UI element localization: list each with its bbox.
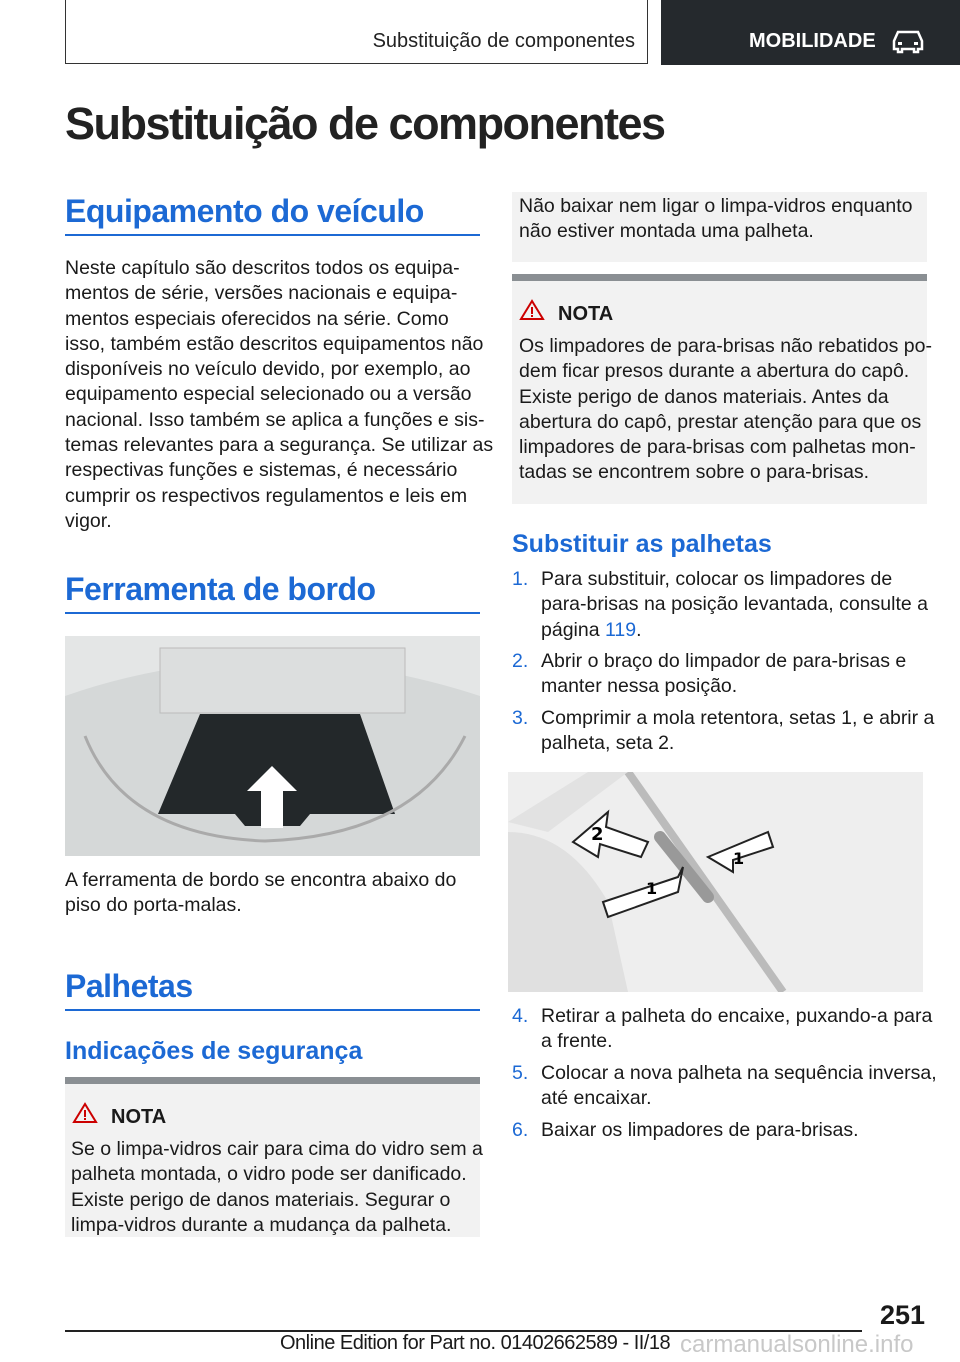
text-line: palheta montada, o vidro pode ser danificado. — [71, 1163, 467, 1186]
text-line: Para substituir, colocar os limpadores de — [541, 568, 893, 590]
text-line: Abrir o braço do limpador de para-brisas e — [541, 650, 907, 672]
note-label: NOTA — [111, 1106, 167, 1128]
text-line: mentos de série, versões nacionais e equipa- — [65, 282, 458, 305]
step-text — [541, 567, 928, 643]
note-label: NOTA — [558, 303, 614, 325]
text-line: Retirar a palheta do encaixe, puxando-a para — [541, 1005, 933, 1027]
trunk-image — [65, 636, 480, 856]
text-line: Existe perigo de danos materiais. Antes da — [519, 385, 889, 408]
text-line: disponíveis no veículo devido, por exemplo, ao — [65, 358, 471, 381]
tool-text — [65, 868, 456, 919]
step-number: 3. — [512, 707, 529, 729]
heading-replace-blades: Substituir as palhetas — [512, 530, 772, 558]
text-line: Não baixar nem ligar o limpa-vidros enquanto — [519, 195, 913, 217]
arrow-label: 1 — [733, 849, 745, 868]
edition-info: Online Edition for Part no. 01402662589 - II/18 — [280, 1332, 671, 1354]
car-icon — [891, 28, 925, 54]
step-number: 4. — [512, 1005, 529, 1027]
arrow-label: 2 — [591, 824, 604, 845]
text-line: para-brisas na posição levantada, consulte a — [541, 593, 928, 616]
text-line: Colocar a nova palheta na sequência inversa, — [541, 1062, 937, 1084]
header-section-title: Substituição de componentes — [372, 30, 635, 52]
text-line: palheta, seta 2. — [541, 732, 675, 755]
text-line: equipamento especial selecionado ou a versão — [65, 383, 472, 406]
text-line: Neste capítulo são descritos todos os equipa- — [65, 257, 460, 279]
watermark: carmanualsonline.info — [680, 1331, 914, 1358]
text-line: dem ficar presos durante a abertura do capô. — [519, 360, 910, 383]
page-link[interactable]: 119 — [604, 618, 637, 641]
step-text — [541, 649, 906, 700]
text-line: nacional. Isso também se aplica a funções e sis- — [65, 408, 485, 431]
text-line: até encaixar. — [541, 1087, 652, 1110]
warning-icon — [519, 299, 545, 321]
text-line: abertura do capô, prestar atenção para que os — [519, 410, 922, 433]
text-line: limpa-vidros durante a mudança da palheta. — [71, 1213, 452, 1236]
warning-icon — [72, 1102, 98, 1124]
header-chapter — [661, 0, 960, 65]
heading-underline — [65, 612, 480, 614]
step-text — [541, 1118, 859, 1143]
text-line: A ferramenta de bordo se encontra abaixo do — [65, 869, 457, 891]
text-line: temas relevantes para a segurança. Se utilizar as — [65, 434, 494, 457]
note-continuation-text — [519, 194, 912, 245]
note-2-text — [519, 334, 932, 486]
text-line: respectivas funções e sistemas, é necessário — [65, 459, 458, 482]
heading-equipment: Equipamento do veículo — [65, 193, 424, 229]
step-text — [541, 706, 934, 757]
text-line: vigor. — [65, 509, 112, 532]
heading-tool: Ferramenta de bordo — [65, 571, 376, 607]
step-number: 5. — [512, 1062, 529, 1084]
step-number: 2. — [512, 650, 529, 672]
step-text — [541, 1061, 937, 1112]
heading-underline — [65, 234, 480, 236]
note-bar — [65, 1077, 480, 1084]
heading-safety: Indicações de segurança — [65, 1037, 363, 1065]
text-line: cumprir os respectivos regulamentos e leis em — [65, 484, 468, 507]
text-line: limpadores de para-brisas com palhetas mon- — [519, 436, 916, 459]
page-number: 251 — [880, 1300, 926, 1330]
text: página — [541, 618, 605, 641]
page-title: Substituição de componentes — [65, 98, 665, 149]
equipment-text — [65, 256, 493, 534]
note-1-text — [71, 1137, 483, 1238]
note-bar — [512, 274, 927, 281]
step-number: 1. — [512, 568, 529, 590]
text-line: manter nessa posição. — [541, 675, 738, 698]
text-line: Os limpadores de para-brisas não rebatidos po- — [519, 335, 932, 357]
text-line: piso do porta-malas. — [65, 894, 242, 917]
text-line — [541, 618, 928, 643]
step-text — [541, 1004, 932, 1055]
step-number: 6. — [512, 1119, 529, 1141]
text-line: Existe perigo de danos materiais. Segurar o — [71, 1188, 451, 1211]
text-line: isso, também estão descritos equipamentos não — [65, 332, 484, 355]
chapter-label: MOBILIDADE — [749, 30, 876, 52]
heading-blades: Palhetas — [65, 968, 193, 1004]
text-line: a frente. — [541, 1030, 613, 1053]
text-line: Baixar os limpadores de para-brisas. — [541, 1119, 859, 1141]
wiper-blade-image — [508, 772, 923, 992]
text-line: mentos especiais oferecidos na série. Como — [65, 307, 449, 330]
heading-underline — [65, 1009, 480, 1011]
text-line: Comprimir a mola retentora, setas 1, e abrir a — [541, 707, 935, 729]
text-line: não estiver montada uma palheta. — [519, 220, 814, 243]
text-line: Se o limpa-vidros cair para cima do vidro sem a — [71, 1138, 483, 1160]
text: . — [636, 618, 642, 641]
text-line: tadas se encontrem sobre o para-brisas. — [519, 461, 870, 484]
arrow-label: 1 — [646, 879, 658, 898]
